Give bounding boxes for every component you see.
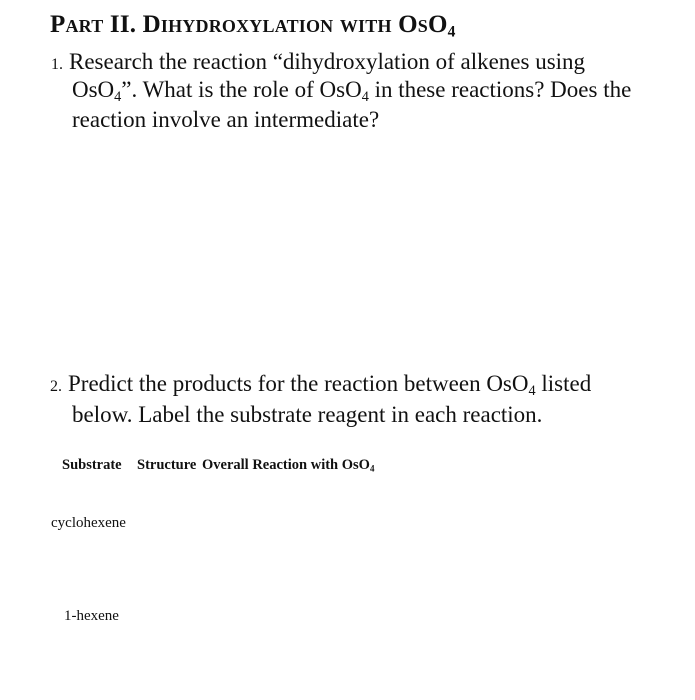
table-row-substrate: cyclohexene [51, 515, 126, 531]
question-1-number: 1. [51, 56, 63, 73]
question-2-line-1: Predict the products for the reaction between OsO$_4$ listed [68, 371, 592, 399]
header-overall-reaction: Overall Reaction with OsO$_4$ [202, 457, 375, 474]
question-2-number: 2. [50, 378, 62, 395]
header-substrate: Substrate [62, 457, 122, 473]
question-1-line-3: reaction involve an intermediate? [72, 107, 380, 132]
question-1-line-1: Research the reaction “dihydroxylation of alkenes using [69, 49, 586, 74]
question-1-line-2: OsO$_4$”. What is the role of OsO$_4$ in these reactions? Does the [72, 77, 632, 105]
table-row-substrate: 1-hexene [64, 608, 119, 624]
header-structure: Structure [137, 457, 197, 473]
question-2-line-2: below. Label the substrate reagent in each reaction. [72, 402, 543, 427]
section-title: Part II. Dihydroxylation with OsO$_4$ [50, 11, 456, 41]
